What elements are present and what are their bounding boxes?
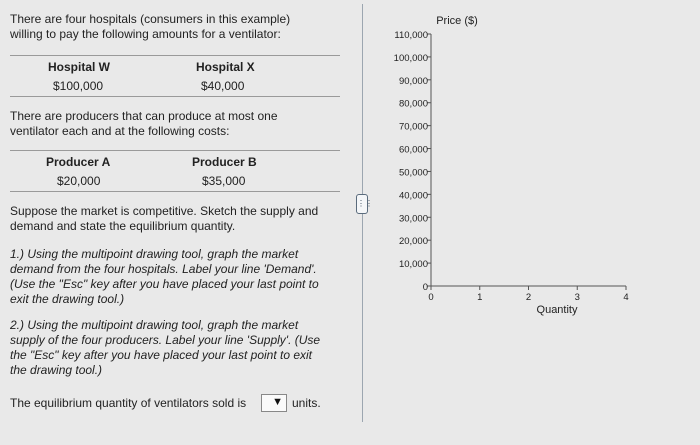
x-tick-label: 3 <box>574 292 580 303</box>
y-axis-label: Price ($) <box>436 15 478 27</box>
table-rule <box>10 96 340 97</box>
table-rule <box>10 55 340 56</box>
x-tick-label: 2 <box>525 292 532 303</box>
y-tick-label: 100,000 <box>393 52 428 64</box>
divider-resize-handle[interactable]: ⋮⋮ <box>356 194 368 214</box>
y-tick-label: 10,000 <box>398 259 428 271</box>
y-tick-label: 20,000 <box>398 236 428 248</box>
producer-a-header: Producer A <box>46 155 111 169</box>
y-tick-label: 0 <box>422 282 428 293</box>
x-tick-label: 4 <box>623 292 629 303</box>
y-tick-label: 30,000 <box>398 213 428 225</box>
table-rule <box>10 150 340 151</box>
y-tick-label: 40,000 <box>398 190 428 202</box>
table-rule <box>10 191 340 192</box>
y-tick-label: 110,000 <box>394 30 428 41</box>
hospital-w-header: Hospital W <box>48 60 110 74</box>
task-text: Suppose the market is competitive. Sketch the supply and demand and state the equilibrium quantity. <box>10 204 319 233</box>
y-tick-label: 80,000 <box>398 98 428 110</box>
hospital-x-value: $40,000 <box>201 79 245 93</box>
equilibrium-quantity-dropdown[interactable] <box>261 394 287 412</box>
producer-a-value: $20,000 <box>57 174 101 188</box>
price-quantity-graph[interactable] <box>380 0 680 330</box>
y-tick-label: 60,000 <box>398 144 428 156</box>
y-tick-label: 70,000 <box>398 121 428 133</box>
answer-units: units. <box>292 396 321 410</box>
hospital-x-header: Hospital X <box>196 60 255 74</box>
y-tick-label: 90,000 <box>398 75 428 87</box>
producer-b-header: Producer B <box>192 155 257 169</box>
consumers-intro: There are four hospitals (consumers in this example) willing to pay the following amounts for a ventilator: <box>10 12 291 41</box>
x-tick-label: 0 <box>428 292 434 303</box>
y-tick-label: 50,000 <box>398 167 428 179</box>
dropdown-triangle-icon: ▼ <box>272 396 283 408</box>
producers-intro: There are producers that can produce at most one ventilator each and at the following costs: <box>10 109 278 138</box>
x-axis-label: Quantity <box>536 304 578 316</box>
step-2-instructions: 2.) Using the multipoint drawing tool, graph the market supply of the four producers. Label your line 'Supply'. (Use the "Esc" key after you have placed your last point to exit the drawing tool.) <box>10 318 321 377</box>
x-tick-label: 1 <box>477 292 483 303</box>
answer-prompt: The equilibrium quantity of ventilators sold is <box>10 396 247 410</box>
step-1-instructions: 1.) Using the multipoint drawing tool, graph the market demand from the four hospitals. Label your line 'Demand'. (Use the "Esc" key after you have placed your last point to exit the drawing tool.) <box>10 247 319 306</box>
hospital-w-value: $100,000 <box>53 79 104 93</box>
producer-b-value: $35,000 <box>202 174 246 188</box>
